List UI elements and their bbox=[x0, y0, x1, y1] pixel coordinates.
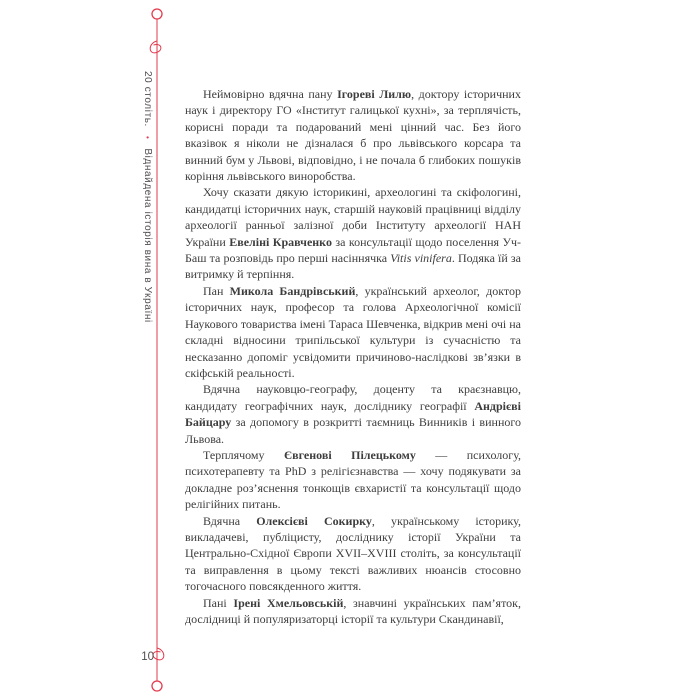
text-segment: Євгенові Пілецькому bbox=[284, 447, 416, 462]
running-title bbox=[142, 71, 153, 323]
paragraph bbox=[185, 447, 521, 513]
paragraph bbox=[185, 184, 521, 282]
text-segment: Евеліні Кравченко bbox=[229, 234, 332, 249]
book-title: Віднайдена історія вина в Україні bbox=[142, 148, 153, 323]
acknowledgments-text bbox=[185, 86, 521, 627]
text-segment: Микола Бандрівський bbox=[229, 283, 356, 298]
paragraph bbox=[185, 283, 521, 381]
paragraph bbox=[185, 86, 521, 184]
text-segment: Вдячна науковцю-географу, доценту та краєзнавцю, кандидату географічних наук, досліднику географії bbox=[185, 382, 521, 413]
flourish-bottom-icon bbox=[153, 648, 164, 660]
pin-top-icon bbox=[152, 9, 162, 19]
paragraph bbox=[185, 513, 521, 595]
text-segment: . Подяка їй за витримку й терпіння. bbox=[185, 251, 521, 282]
pin-bottom-icon bbox=[152, 681, 162, 691]
text-segment: — психологу, психотерапевту та PhD з релігієзнавства — хочу подякувати за докладне роз’яснення тонкощів євхаристії та консультації щодо релігійних питань. bbox=[185, 447, 522, 512]
title-separator-icon: • bbox=[143, 135, 152, 140]
text-segment: Ірені Хмельовській bbox=[233, 595, 344, 610]
text-segment: Пан bbox=[203, 283, 230, 298]
text-segment: Хочу сказати дякую історикині, археологині та скіфологині, кандидатці історичних наук, старшій науковій працівниці відділу археології ранньої залізної доби Інституту археології НАН України bbox=[185, 185, 521, 249]
text-segment: за допомогу в розкритті таємниць Винників і винного Львова. bbox=[185, 415, 521, 446]
text-segment: Ігореві Лилю bbox=[337, 87, 412, 101]
text-segment: , українському історику, викладачеві, публіцисту, досліднику історії України та Центрально-Східної Європи XVII–XVIII століть, за консультації та виправлення в цьому тексті важливих нюансів стосовно тогочасного повсякденного життя. bbox=[185, 513, 521, 594]
text-segment: , знавчині українських пам’яток, дослідниці й популяризаторці історії та культури Скандинавії, bbox=[185, 595, 521, 626]
text-segment: , доктору історичних наук і директору ГО «Інститут галицької кухні», за терплячість, корисні поради та подарований мені цінний час. Без його вказівок я ніколи не дізналася б про львівського корсара та винний бум у Львові, відповідно, і не почала б глибоких пошуків коріння львівського виноробства. bbox=[185, 87, 521, 184]
text-segment: Vitis vinifera bbox=[390, 251, 452, 266]
text-segment: , український археолог, доктор історичних наук, професор та голова Археологічної комісії Наукового товариства імені Тараса Шевченка, відкрив мені очі на складні відносини трипільської культури із сучасністю та несказанно допоміг усвідомити причиново-наслідкові зв’язки в скіфській реальності. bbox=[185, 283, 521, 380]
text-segment: Неймовірно вдячна пану bbox=[203, 87, 338, 101]
paragraph bbox=[185, 595, 521, 628]
page-number: 10 bbox=[141, 651, 154, 663]
paragraph bbox=[185, 381, 521, 447]
flourish-top-icon bbox=[150, 41, 161, 53]
text-segment: Терплячому bbox=[203, 447, 284, 462]
text-segment: Олексієві Сокирку bbox=[256, 513, 372, 528]
series-title: 20 століть. bbox=[142, 71, 153, 127]
text-segment: Пані bbox=[203, 595, 234, 610]
text-segment: Андрієві Байцару bbox=[185, 398, 521, 430]
text-segment: за консультації щодо поселення Уч-Баш та розповідь про перші насіннячка bbox=[185, 234, 522, 266]
text-segment: Вдячна bbox=[203, 513, 257, 528]
